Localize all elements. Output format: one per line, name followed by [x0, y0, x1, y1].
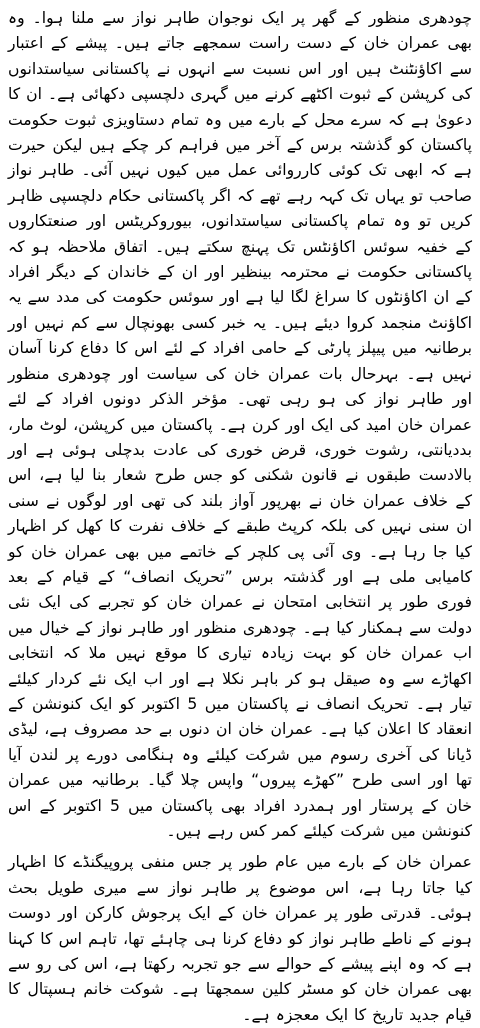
article-paragraph-1: چودھری منظور کے گھر پر ایک نوجوان طاہر نواز سے ملنا ہوا۔ وہ بھی عمران خان کے دست راست سمجھے جاتے ہیں۔ پیشے کے اعتبار سے اکاؤنٹنٹ ہیں اور اس نسبت سے انہوں نے پاکستانی سیاستدانوں کی کرپشن کے ثبوت اکٹھے کرنے میں گہری دلچسپی دکھائی ہے۔ ان کا دعویٰ ہے کہ سرے محل کے بارے میں وہ تمام دستاویزی ثبوت حکومت پاکستان کو گذشتہ برس کے آخر میں فراہم کر چکے ہیں لیکن حیرت ہے کہ ابھی تک کوئی کارروائی عمل میں کیوں نہیں آئی۔ طاہر نواز صاحب تو یہاں تک کہہ رہے تھے کہ اگر پاکستانی حکام دلچسپی ظاہر کریں تو وہ تمام پاکستانی سیاستدانوں، بیوروکریٹس اور صنعتکاروں کے خفیہ سوئس اکاؤنٹس تک پہنچ سکتے ہیں۔ اتفاق ملاحظہ ہو کہ پاکستانی حکومت نے محترمہ بینظیر اور ان کے خاندان کے دیگر افراد کے ان اکاؤنٹوں کا سراغ لگا لیا ہے اور سوئس حکومت کی مدد سے یہ اکاؤنٹ منجمد کروا دیئے ہیں۔ یہ خبر کسی بھونچال سے کم نہیں اور برطانیہ میں پیپلز پارٹی کے حامی افراد کے لئے اس کا دفاع کرنا آسان نہیں ہے۔ بہرحال بات عمران خان کی سیاست اور چودھری منظور اور طاہر نواز کی ہو رہی تھی۔ مؤخر الذکر دونوں افراد کے لئے عمران خان امید کی ایک اور کرن ہے۔ پاکستان میں کرپشن، لوٹ مار، بددیانتی، رشوت خوری، قرض خوری کی عادت بدچلی ہوئی ہے اور بالادست طبقوں نے قانون شکنی کو جس طرح شعار بنا لیا ہے، اس کے خلاف عمران خان نے بھرپور آواز بلند کی تھی اور لوگوں نے سنی ان سنی نہیں کی بلکہ کرپٹ طبقے کے خلاف نفرت کا کھل کر اظہار کیا جا رہا ہے۔ وی آئی پی کلچر کے خاتمے میں بھی عمران خان کو کامیابی ملی ہے اور گذشتہ برس ”تحریک انصاف“ کے قیام کے بعد فوری طور پر انتخابی امتحان نے عمران خان کو تجربے کی ایک نئی دولت سے ہمکنار کیا ہے۔ چودھری منظور اور طاہر نواز کے خیال میں اب عمران خان کو بہت زیادہ تیاری کا موقع نہیں ملا کہ انتخابی اکھاڑے سے وہ صیقل ہو کر باہر نکلا ہے اور اب ایک نئے کردار کیلئے تیار ہے۔ تحریک انصاف نے پاکستان میں 5 اکتوبر کو ایک کنونشن کے انعقاد کا اعلان کیا ہے۔ عمران خان ان دنوں بے حد مصروف ہے، لیڈی ڈیانا کی آخری رسوم میں شرکت کیلئے وہ ہنگامی دورے پر لندن آیا تھا اور اسی طرح ”کھڑے پیروں“ واپس چلا گیا۔ برطانیہ میں عمران خان کے پرستار اور ہمدرد افراد بھی پاکستان میں 5 اکتوبر کے اس کنونشن میں شرکت کیلئے کمر کس رہے ہیں۔: [8, 9, 472, 840]
article-paragraph-2: عمران خان کے بارے میں عام طور پر جس منفی پروپیگنڈے کا اظہار کیا جاتا رہا ہے، اس موضوع پر طاہر نواز سے میری طویل بحث ہوئی۔ قدرتی طور پر عمران خان کے ایک پرجوش کارکن اور دوست ہونے کے ناطے طاہر نواز کو دفاع کرنا ہی چاہئے تھا، تاہم اس کا کہنا ہے کہ وہ اپنے پیشے کے حوالے سے جو تجربہ رکھتا ہے، اس کی رو سے بھی عمران خان کو مسٹر کلین سمجھتا ہے۔ شوکت خانم ہسپتال کا قیام جدید تاریخ کا ایک معجزہ ہے۔: [8, 853, 472, 1024]
